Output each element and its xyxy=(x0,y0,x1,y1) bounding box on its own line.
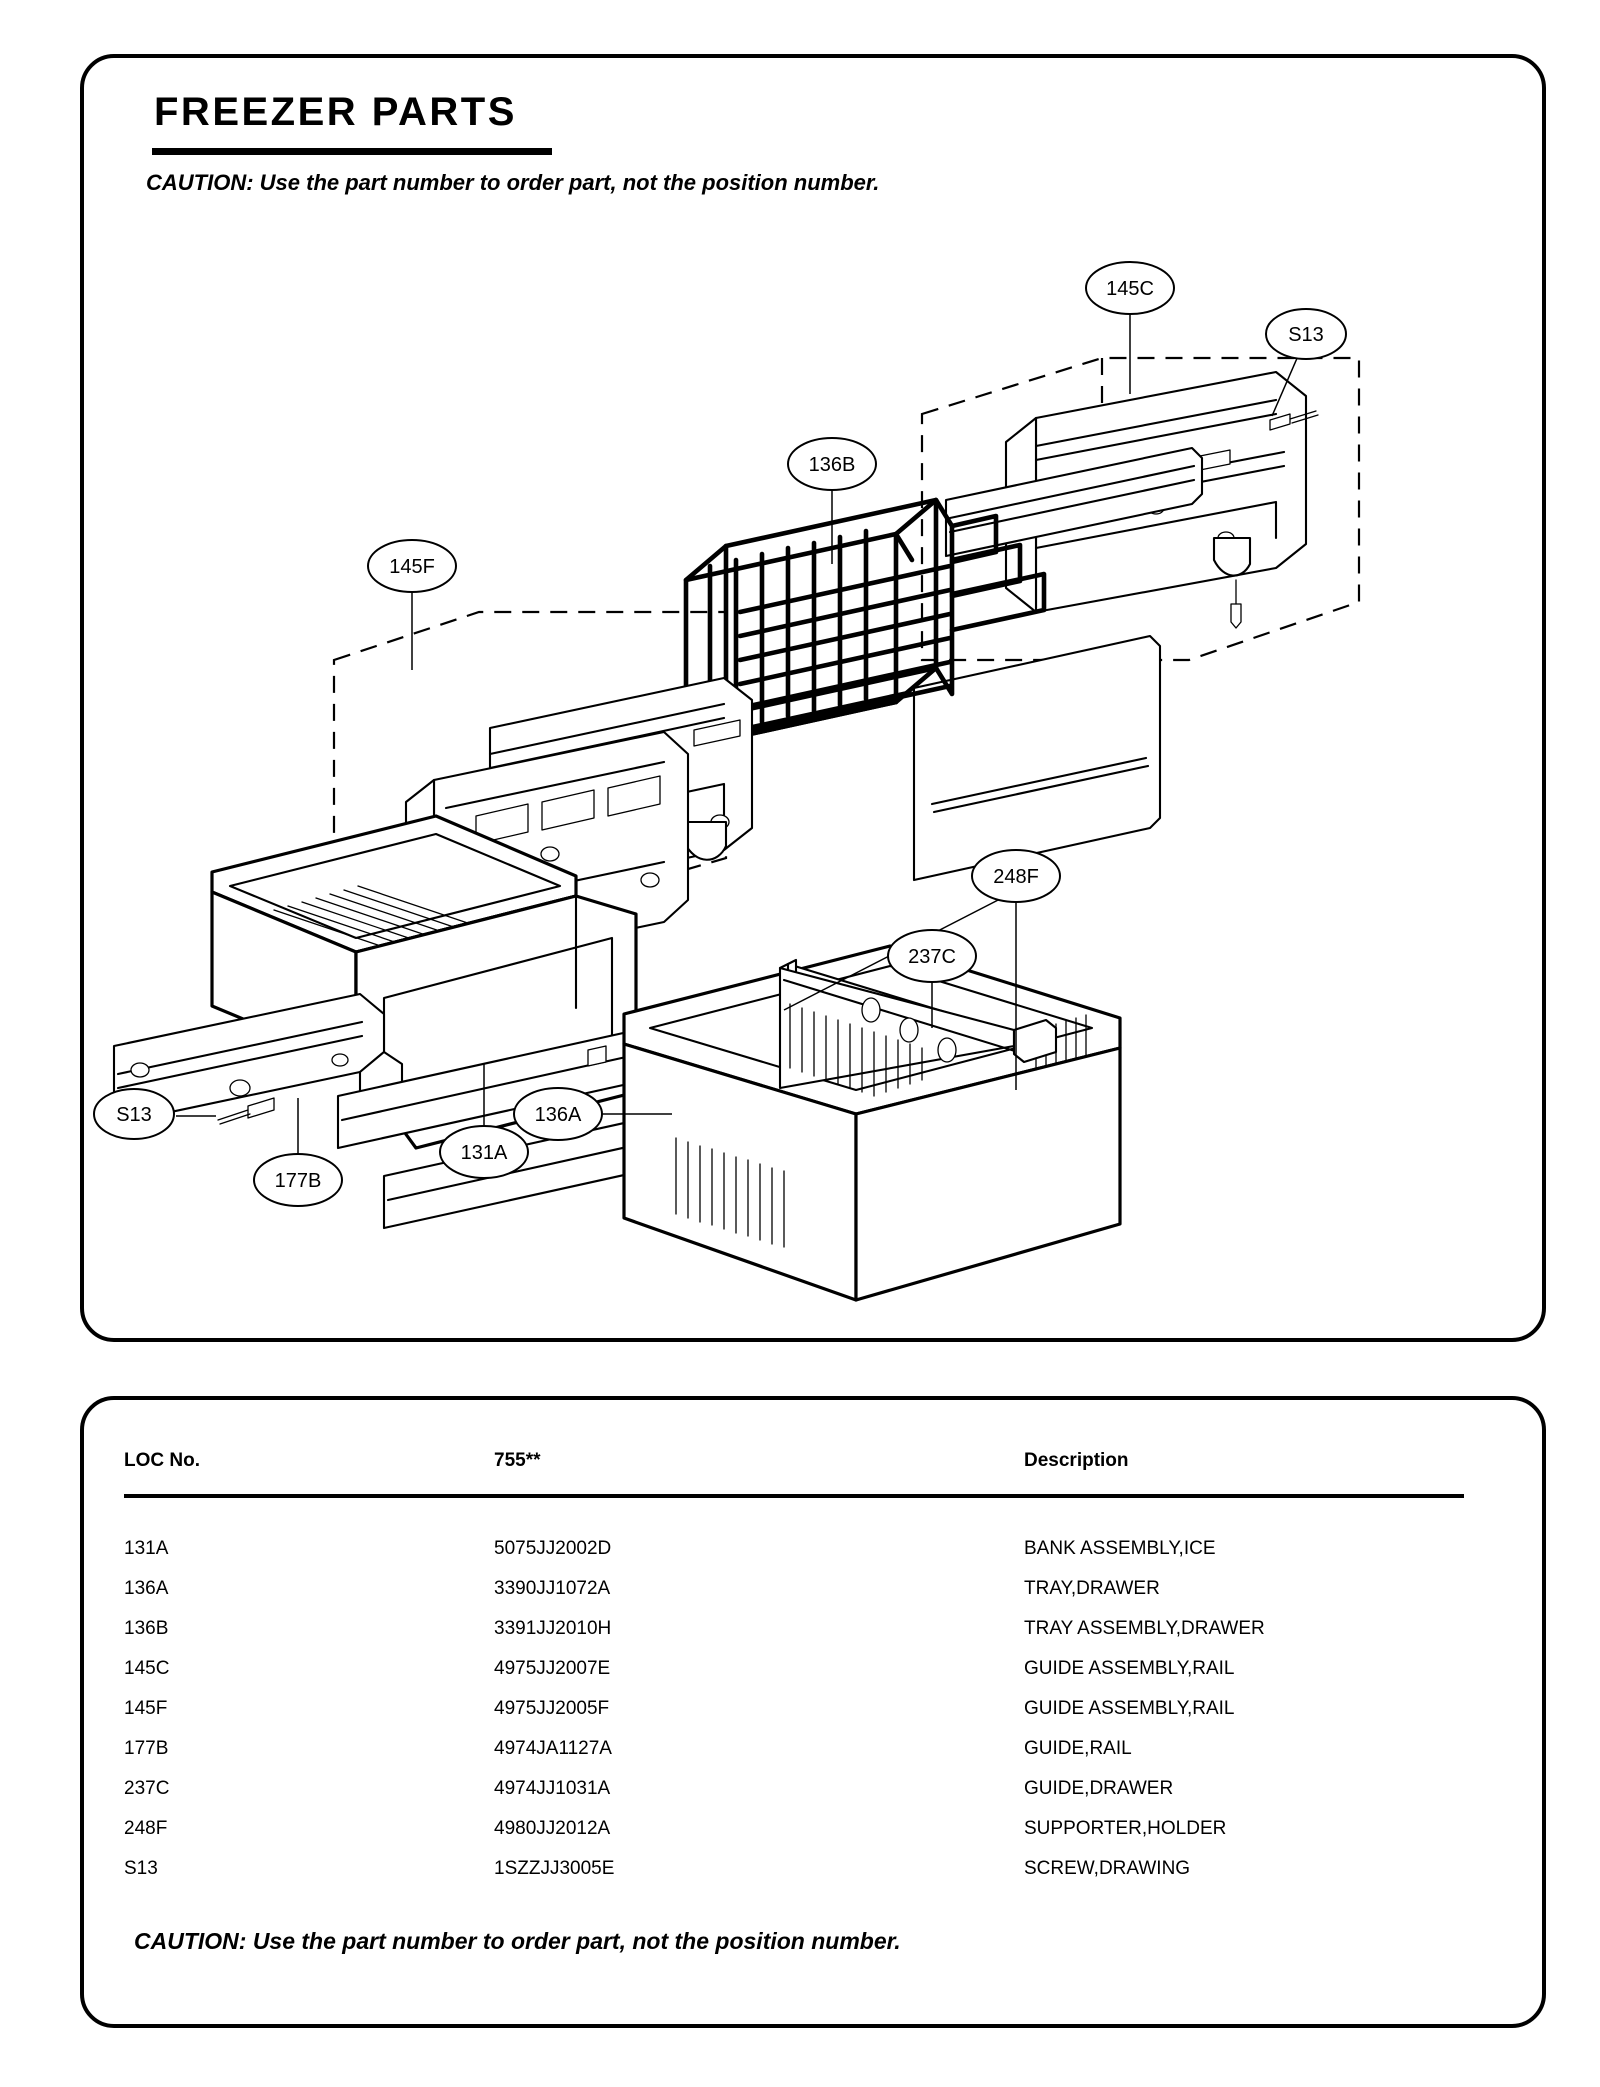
cell-description: BANK ASSEMBLY,ICE xyxy=(1024,1538,1216,1559)
cell-loc: 237C xyxy=(124,1778,170,1799)
cell-loc: S13 xyxy=(124,1858,158,1879)
cell-loc: 248F xyxy=(124,1818,168,1839)
cell-part: 4974JA1127A xyxy=(494,1738,612,1759)
cell-description: GUIDE,DRAWER xyxy=(1024,1778,1174,1799)
callout-136b[interactable] xyxy=(788,438,876,564)
parts-list-panel xyxy=(80,1396,1546,2028)
callout-label: 248F xyxy=(993,866,1039,888)
cell-part: 4974JJ1031A xyxy=(494,1778,611,1799)
callout-label: 145C xyxy=(1106,278,1154,300)
part-136a-tray-drawer xyxy=(624,946,1120,1300)
column-header-part: 755** xyxy=(494,1450,541,1471)
part-s13-screw-lower xyxy=(1231,580,1241,628)
cell-loc: 136A xyxy=(124,1578,169,1599)
cell-loc: 177B xyxy=(124,1738,169,1759)
callout-145f[interactable] xyxy=(368,540,456,670)
column-header-description: Description xyxy=(1024,1450,1129,1471)
cell-loc: 136B xyxy=(124,1618,169,1639)
page-title: FREEZER PARTS xyxy=(154,90,517,134)
callout-label: 131A xyxy=(460,1142,508,1164)
callout-label: 136B xyxy=(808,454,856,476)
callout-label: 237C xyxy=(908,946,956,968)
cell-part: 4975JJ2007E xyxy=(494,1658,611,1679)
table-header-rule xyxy=(124,1494,1464,1498)
exploded-parts-illustration xyxy=(84,208,1550,1338)
parts-table xyxy=(84,1400,1542,2024)
title-underline xyxy=(152,148,552,155)
cell-description: GUIDE,RAIL xyxy=(1024,1738,1132,1759)
cell-description: GUIDE ASSEMBLY,RAIL xyxy=(1024,1698,1235,1719)
cell-part: 5075JJ2002D xyxy=(494,1538,612,1559)
cell-description: GUIDE ASSEMBLY,RAIL xyxy=(1024,1658,1235,1679)
diagram-panel xyxy=(80,54,1546,1342)
cell-part: 4980JJ2012A xyxy=(494,1818,611,1839)
callout-label: 136A xyxy=(534,1104,582,1126)
cell-part: 3390JJ1072A xyxy=(494,1578,611,1599)
column-header-loc: LOC No. xyxy=(124,1450,200,1471)
callout-label: 145F xyxy=(389,556,435,578)
cell-part: 1SZZJJ3005E xyxy=(494,1858,615,1879)
cell-part: 4975JJ2005F xyxy=(494,1698,610,1719)
cell-description: SUPPORTER,HOLDER xyxy=(1024,1818,1227,1839)
callout-label: S13 xyxy=(116,1104,152,1126)
callout-label: S13 xyxy=(1288,324,1324,346)
caution-note-bottom: CAUTION: Use the part number to order part, not the position number. xyxy=(134,1928,901,1954)
callout-145c[interactable] xyxy=(1086,262,1174,394)
cell-loc: 145C xyxy=(124,1658,170,1679)
cell-loc: 131A xyxy=(124,1538,169,1559)
callout-177b[interactable] xyxy=(254,1098,342,1206)
cell-part: 3391JJ2010H xyxy=(494,1618,612,1639)
cell-loc: 145F xyxy=(124,1698,168,1719)
part-s13-screw-left xyxy=(218,1098,274,1124)
callout-label: 177B xyxy=(274,1170,322,1192)
caution-note-top: CAUTION: Use the part number to order part, not the position number. xyxy=(146,170,880,195)
cell-description: TRAY ASSEMBLY,DRAWER xyxy=(1024,1618,1265,1639)
cell-description: TRAY,DRAWER xyxy=(1024,1578,1160,1599)
cell-description: SCREW,DRAWING xyxy=(1024,1858,1191,1879)
